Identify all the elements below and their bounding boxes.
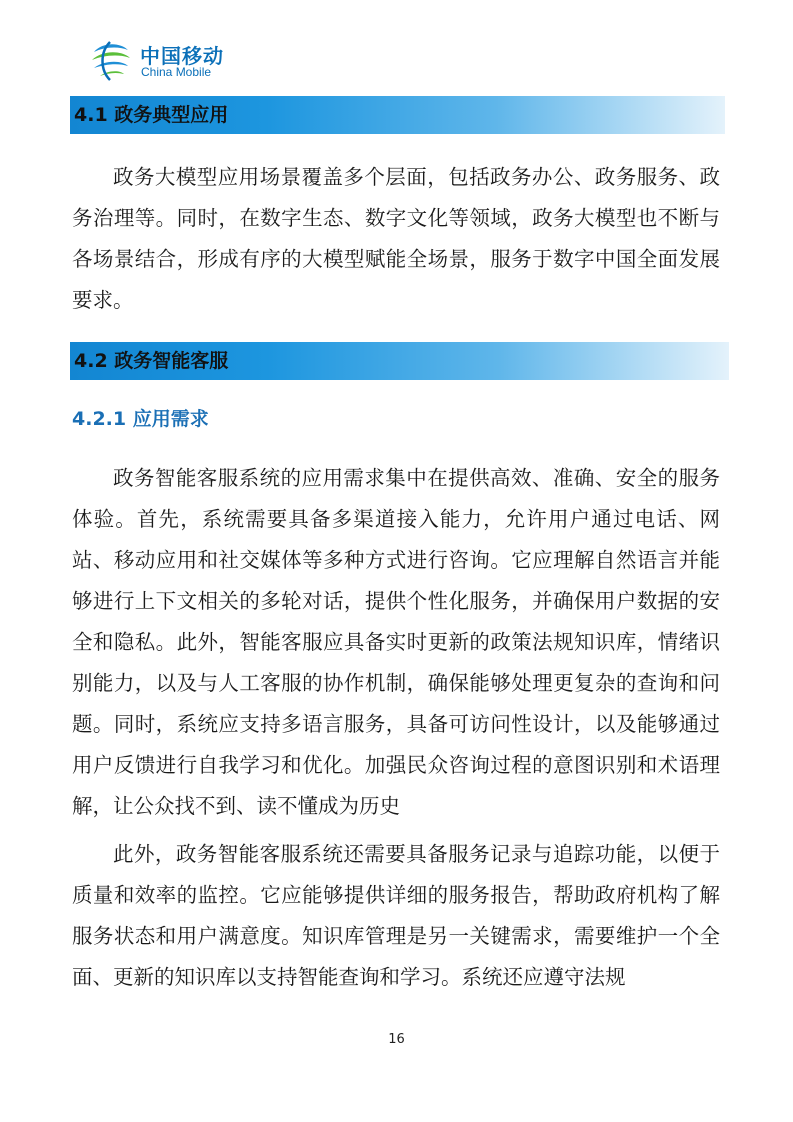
china-mobile-logo-icon xyxy=(88,38,134,84)
logo-chinese-text: 中国移动 xyxy=(140,44,224,68)
subsection-heading-4-2-1: 4.2.1 应用需求 xyxy=(72,408,209,430)
section-heading-4-2: 4.2 政务智能客服 xyxy=(70,342,729,380)
china-mobile-logo xyxy=(88,38,248,86)
logo-english-text: China Mobile xyxy=(141,65,212,79)
page-number: 16 xyxy=(388,1032,405,1047)
paragraph-4-1: 政务大模型应用场景覆盖多个层面，包括政务办公、政务服务、政务治理等。同时，在数字生态、数字文化等领域，政务大模型也不断与各场景结合，形成有序的大模型赋能全场景，服务于数字中国全面发展要求。 xyxy=(72,165,720,312)
section-heading-4-1: 4.1 政务典型应用 xyxy=(70,96,725,134)
paragraph-requirements-2: 此外，政务智能客服系统还需要具备服务记录与追踪功能，以便于质量和效率的监控。它应能够提供详细的服务报告，帮助政府机构了解服务状态和用户满意度。知识库管理是另一关键需求，需要维护一个全面、更新的知识库以支持智能查询和学习。系统还应遵守法规 xyxy=(72,842,720,989)
paragraph-requirements-1: 政务智能客服系统的应用需求集中在提供高效、准确、安全的服务体验。首先，系统需要具备多渠道接入能力，允许用户通过电话、网站、移动应用和社交媒体等多种方式进行咨询。它应理解自然语言并能够进行上下文相关的多轮对话，提供个性化服务，并确保用户数据的安全和隐私。此外，智能客服应具备实时更新的政策法规知识库，情绪识别能力，以及与人工客服的协作机制，确保能够处理更复杂的查询和问题。同时，系统应支持多语言服务，具备可访问性设计，以及能够通过用户反馈进行自我学习和优化。加强民众咨询过程的意图识别和术语理解，让公众找不到、读不懂成为历史 xyxy=(72,466,720,818)
